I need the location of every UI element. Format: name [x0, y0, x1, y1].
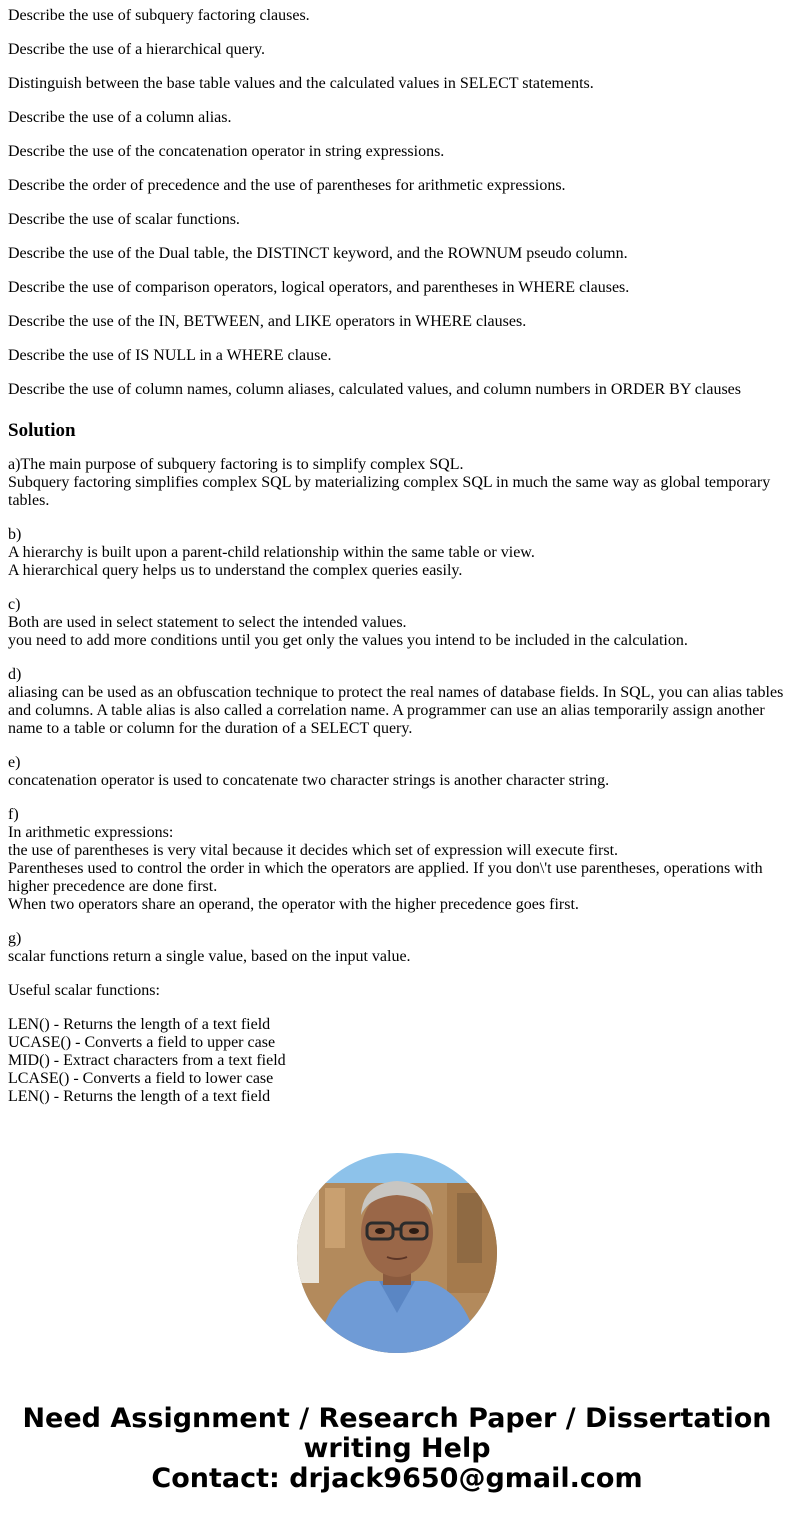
question-item: Describe the use of the Dual table, the DISTINCT keyword, and the ROWNUM pseudo column.	[8, 245, 628, 262]
footer-line: Need Assignment / Research Paper / Dissertation	[22, 1403, 772, 1434]
question-item: Describe the order of precedence and the use of parentheses for arithmetic expressions.	[8, 177, 566, 194]
answer-a	[8, 456, 786, 510]
function-list	[8, 1016, 786, 1106]
answer-text: Parentheses used to control the order in which the operators are applied. If you don\'t use parentheses, operations with higher precedence are done first.	[8, 860, 763, 895]
question-item: Describe the use of IS NULL in a WHERE clause.	[8, 347, 332, 364]
answer-text: In arithmetic expressions:	[8, 824, 174, 841]
answer-text: a)The main purpose of subquery factoring is to simplify complex SQL.	[8, 456, 464, 473]
answer-label: c)	[8, 596, 21, 613]
function-item: LEN() - Returns the length of a text field	[8, 1016, 271, 1033]
answer-e	[8, 754, 786, 790]
question-item: Describe the use of a column alias.	[8, 109, 232, 126]
question-list	[8, 0, 786, 408]
author-photo-image	[297, 1153, 497, 1353]
question-item: Distinguish between the base table values and the calculated values in SELECT statements.	[8, 75, 594, 92]
answer-text: the use of parentheses is very vital because it decides which set of expression will execute first.	[8, 842, 619, 859]
answer-text: Both are used in select statement to select the intended values.	[8, 614, 407, 631]
answer-d	[8, 666, 786, 738]
question-item: Describe the use of the concatenation operator in string expressions.	[8, 143, 445, 160]
function-item: LEN() - Returns the length of a text field	[8, 1088, 271, 1105]
answer-c	[8, 596, 786, 650]
answer-text: you need to add more conditions until you get only the values you intend to be included in the calculation.	[8, 632, 688, 649]
answer-f	[8, 806, 786, 914]
answer-text: When two operators share an operand, the operator with the higher precedence goes first.	[8, 896, 579, 913]
solution-heading: Solution	[8, 420, 76, 441]
answer-g	[8, 930, 786, 966]
answer-text: A hierarchical query helps us to understand the complex queries easily.	[8, 562, 463, 579]
answer-b	[8, 526, 786, 580]
answer-text: concatenation operator is used to concatenate two character strings is another character string.	[8, 772, 610, 789]
question-item: Describe the use of scalar functions.	[8, 211, 240, 228]
answer-label: f)	[8, 806, 19, 823]
footer-line: writing Help	[303, 1433, 491, 1464]
question-item: Describe the use of comparison operators, logical operators, and parentheses in WHERE clauses.	[8, 279, 630, 296]
useful-functions-heading: Useful scalar functions:	[8, 982, 160, 999]
author-avatar	[297, 1153, 497, 1353]
answer-label: b)	[8, 526, 22, 543]
question-item: Describe the use of a hierarchical query.	[8, 41, 266, 58]
function-item: MID() - Extract characters from a text field	[8, 1052, 286, 1069]
footer-banner	[0, 1404, 794, 1494]
answer-text: aliasing can be used as an obfuscation technique to protect the real names of database fields. In SQL, you can alias tables and columns. A table alias is also called a correlation name. A programmer can use an alias temporarily assign another name to a table or column for the duration of a SELECT query.	[8, 684, 784, 737]
answer-label: g)	[8, 930, 22, 947]
question-item: Describe the use of the IN, BETWEEN, and LIKE operators in WHERE clauses.	[8, 313, 527, 330]
answer-text: scalar functions return a single value, based on the input value.	[8, 948, 411, 965]
function-item: UCASE() - Converts a field to upper case	[8, 1034, 276, 1051]
answer-text: A hierarchy is built upon a parent-child relationship within the same table or view.	[8, 544, 535, 561]
footer-contact: Contact: drjack9650@gmail.com	[151, 1463, 643, 1494]
answer-label: d)	[8, 666, 22, 683]
function-item: LCASE() - Converts a field to lower case	[8, 1070, 274, 1087]
question-item: Describe the use of subquery factoring clauses.	[8, 7, 310, 24]
answer-text: Subquery factoring simplifies complex SQL by materializing complex SQL in much the same way as global temporary tables.	[8, 474, 771, 509]
question-item: Describe the use of column names, column aliases, calculated values, and column numbers in ORDER BY clauses	[8, 381, 741, 398]
answer-label: e)	[8, 754, 21, 771]
